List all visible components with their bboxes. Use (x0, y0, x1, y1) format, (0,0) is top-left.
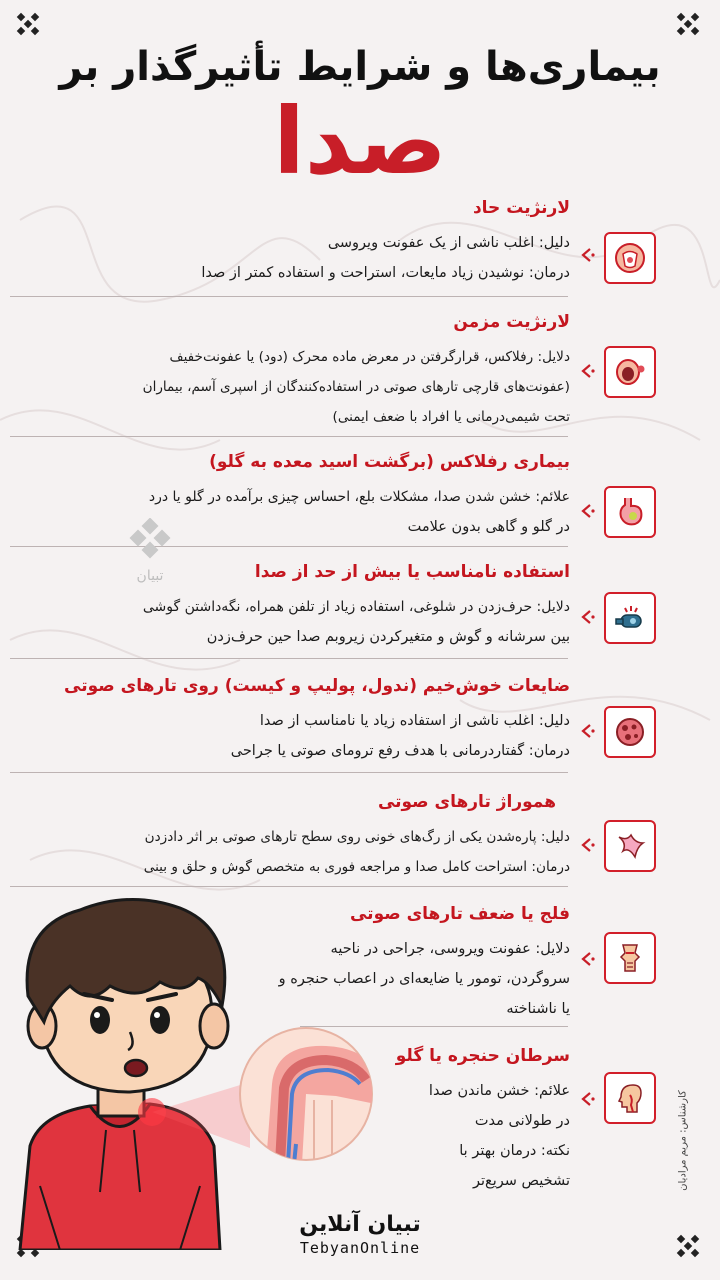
corner-diamonds-bottom-right (678, 1236, 700, 1258)
section-title: استفاده نامناسب یا بیش از حد از صدا (254, 562, 570, 582)
side-credit (668, 1085, 698, 1205)
section-divider (10, 296, 568, 297)
section-title: ضایعات خوش‌خیم (ندول، پولیپ و کیست) روی تارهای صوتی (64, 676, 570, 696)
section-line: درمان: استراحت کامل صدا و مراجعه فوری به متخصص گوش و حلق و بینی (143, 859, 570, 875)
section-vocal-hemorrhage (10, 792, 570, 882)
section-divider (10, 546, 568, 547)
section-line: دلایل: عفونت ویروسی، جراحی در ناحیه (330, 941, 570, 957)
section-line: سروگردن، تومور یا ضایعه‌ای در اعصاب حنجره و (278, 971, 570, 987)
vocal-cords-icon (604, 820, 656, 872)
section-line: بین سرشانه و گوش و متغیرکردن زیروبم صدا حین حرف‌زدن (206, 629, 570, 645)
chevron-left-icon (578, 502, 596, 520)
larynx-icon (604, 932, 656, 984)
chevron-left-icon (578, 1090, 596, 1108)
throat-icon (604, 232, 656, 284)
brand-logo (280, 1212, 440, 1257)
section-line: نکته: درمان بهتر با (459, 1143, 570, 1159)
corner-diamonds-top-right (678, 14, 700, 36)
section-voice-overuse (10, 562, 570, 652)
section-reflux (10, 452, 570, 542)
section-chronic-laryngitis (10, 312, 570, 432)
section-line: علائم: خشن شدن صدا، مشکلات بلع، احساس چیزی برآمده در گلو یا درد (148, 489, 570, 505)
chevron-left-icon (578, 362, 596, 380)
brand-name-fa: تبیان آنلاین (299, 1212, 421, 1237)
cell-icon (604, 706, 656, 758)
watermark-logo (122, 518, 178, 584)
section-line: دلیل: اغلب ناشی از استفاده زیاد یا نامناسب از صدا (259, 713, 570, 729)
whistle-icon (604, 592, 656, 644)
section-title: بیماری رفلاکس (برگشت اسید معده به گلو) (209, 452, 570, 472)
section-title: لارنژیت حاد (472, 198, 570, 218)
section-divider (10, 658, 568, 659)
section-line: دلایل: رفلاکس، قرارگرفتن در معرض ماده محرک (دود) یا عفونت‌خفیف (169, 349, 570, 365)
section-divider (10, 436, 568, 437)
watermark-icon (128, 518, 172, 562)
page-title-line1: بیماری‌ها و شرایط تأثیرگذار بر (59, 44, 661, 90)
section-larynx-cancer (360, 1046, 570, 1196)
section-line: علائم: خشن ماندن صدا (428, 1083, 570, 1099)
watermark-text: تبیان (136, 568, 164, 584)
head-throat-icon (604, 1072, 656, 1124)
stomach-icon (604, 486, 656, 538)
chevron-left-icon (578, 608, 596, 626)
open-mouth-icon (604, 346, 656, 398)
chevron-left-icon (578, 722, 596, 740)
section-line: در طولانی مدت (474, 1113, 570, 1129)
section-line: درمان: نوشیدن زیاد مایعات، استراحت و استفاده کمتر از صدا (201, 265, 570, 281)
section-line: (عفونت‌های قارچی تارهای صوتی در استفاده‌کنندگان از اسپری آسم، بیماران (142, 379, 570, 395)
chevron-left-icon (578, 246, 596, 264)
chevron-left-icon (578, 950, 596, 968)
section-line: در گلو و گاهی بدون علامت (407, 519, 570, 535)
section-line: تحت شیمی‌درمانی یا افراد با ضعف ایمنی) (332, 409, 570, 425)
section-line: دلایل: حرف‌زدن در شلوغی، استفاده زیاد از تلفن همراه، نگه‌داشتن گوشی (142, 599, 570, 615)
section-line: دلیل: اغلب ناشی از یک عفونت ویروسی (327, 235, 570, 251)
page-title-main: صدا (273, 88, 447, 195)
section-benign-lesions (10, 676, 570, 766)
section-line: درمان: گفتاردرمانی با هدف رفع ترومای صوتی یا جراحی (230, 743, 570, 759)
chevron-left-icon (578, 836, 596, 854)
corner-diamonds-top-left (18, 14, 40, 36)
throat-cross-section (236, 1024, 376, 1164)
side-credit-text: کارشناس: مریم مرادیان (677, 1090, 689, 1191)
section-title: هموراژ تارهای صوتی (377, 792, 556, 812)
section-title: سرطان حنجره یا گلو (395, 1046, 570, 1066)
section-acute-laryngitis (10, 198, 570, 288)
section-title: فلج یا ضعف تارهای صوتی (349, 904, 570, 924)
brand-name-en: TebyanOnline (299, 1239, 421, 1257)
section-line: دلیل: پاره‌شدن یکی از رگ‌های خونی روی سطح تارهای صوتی بر اثر دادزدن (144, 829, 570, 845)
section-title: لارنژیت مزمن (453, 312, 570, 332)
section-line: تشخیص سریع‌تر (472, 1173, 570, 1189)
section-line: یا ناشناخته (506, 1001, 570, 1017)
section-divider (10, 772, 568, 773)
